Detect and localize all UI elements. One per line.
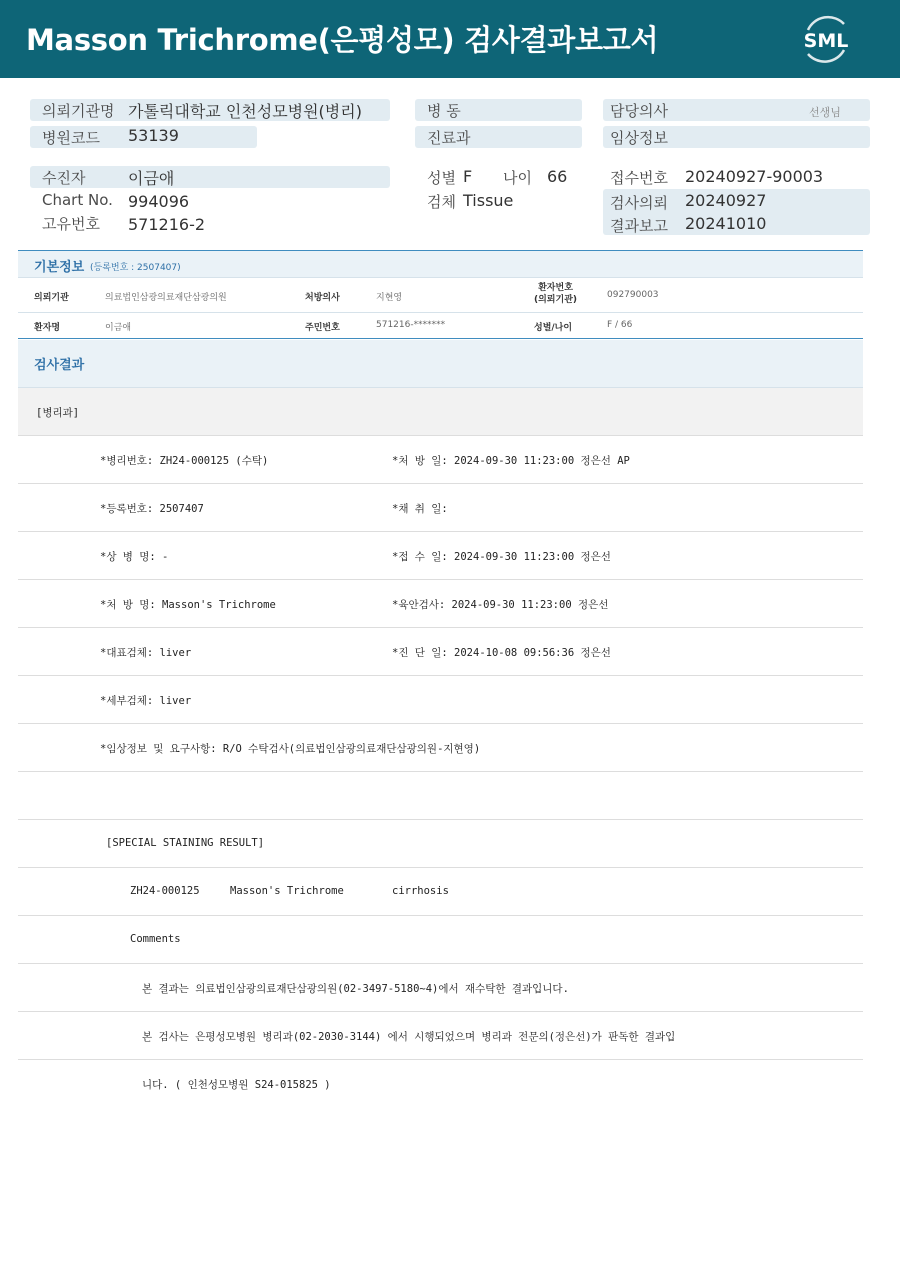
specimen-value: Tissue: [463, 191, 514, 210]
result-left: *세부검체: liver: [100, 695, 192, 707]
result-line: [18, 436, 863, 484]
comments-label-line: [18, 916, 863, 964]
result-left: *처 방 명: Masson's Trichrome: [100, 599, 276, 611]
report-label: 결과보고: [610, 217, 668, 235]
basic-key: [534, 282, 577, 306]
chart-value: 994096: [128, 192, 190, 211]
result-line: [18, 628, 863, 676]
receipt-label: 접수번호: [610, 169, 668, 187]
comment-text: 본 검사는 은평성모병원 병리과(02-2030-3144) 에서 시행되었으며 병리과 전문의(정은선)가 판독한 결과입: [142, 1031, 676, 1043]
special-result-line: [18, 868, 863, 916]
requester-label: 의뢰기관명: [42, 102, 115, 120]
basic-value: 의료법인삼광의료재단삼광의원: [105, 293, 227, 303]
receipt-value: 20240927-90003: [685, 167, 824, 186]
result-right: *육안검사: 2024-09-30 11:23:00 정은선: [392, 599, 609, 611]
department-label: 진료과: [427, 129, 471, 147]
result-left: *등록번호: 2507407: [100, 503, 204, 515]
department-row: [18, 388, 863, 436]
basic-value: 이금애: [105, 323, 132, 333]
result-right: *채 취 일:: [392, 503, 448, 515]
comment-text: 니다. ( 인천성모병원 S24-015825 ): [142, 1079, 331, 1091]
age-value: 66: [547, 167, 568, 186]
basic-info-row: [18, 278, 863, 313]
report-value: 20241010: [685, 214, 767, 233]
comment-line: [18, 1012, 863, 1060]
basic-key-line: 환자번호: [538, 283, 573, 293]
basic-key: 성별/나이: [534, 323, 573, 333]
results-title: 검사결과: [34, 358, 85, 373]
basic-info-header: [18, 250, 863, 278]
result-right: *진 단 일: 2024-10-08 09:56:36 정은선: [392, 647, 611, 659]
basic-value: 571216-*******: [376, 320, 446, 330]
ward-label: 병 동: [427, 102, 461, 120]
sex-value: F: [463, 167, 473, 186]
special-result: cirrhosis: [392, 885, 449, 897]
sml-logo-icon: [796, 10, 856, 68]
unique-value: 571216-2: [128, 215, 206, 234]
basic-info-title: 기본정보: [34, 260, 85, 275]
result-left: *병리번호: ZH24-000125 (수탁): [100, 455, 269, 467]
basic-value: F / 66: [607, 320, 633, 330]
clinical-label: 임상정보: [610, 129, 668, 147]
special-header-line: [18, 820, 863, 868]
basic-info-table: [18, 250, 863, 339]
requester-value: 가톨릭대학교 인천성모병원(병리): [128, 102, 362, 121]
sex-label: 성별: [427, 169, 456, 187]
result-right: *접 수 일: 2024-09-30 11:23:00 정은선: [392, 551, 611, 563]
basic-info-subtitle: (등록번호 : 2507407): [90, 263, 181, 273]
comments-label: Comments: [130, 933, 181, 945]
chart-label: Chart No.: [42, 191, 113, 209]
result-left: *대표검체: liver: [100, 647, 192, 659]
basic-value: 092790003: [607, 290, 659, 300]
department-name: [병리과]: [36, 407, 80, 419]
comment-text: 본 결과는 의료법인삼광의료재단삼광의원(02-3497-5180~4)에서 재수탁한 결과입니다.: [142, 983, 569, 995]
basic-key: 환자명: [34, 323, 61, 333]
comment-line: [18, 1060, 863, 1108]
unique-label: 고유번호: [42, 215, 100, 233]
basic-info-row: [18, 313, 863, 339]
doctor-suffix: 선생님: [809, 106, 841, 119]
result-line: [18, 580, 863, 628]
age-label: 나이: [503, 169, 532, 187]
hospital-code-value: 53139: [128, 126, 179, 145]
result-left: *상 병 명: -: [100, 551, 169, 563]
result-line: [18, 484, 863, 532]
result-line: [18, 724, 863, 772]
report-title: Masson Trichrome(은평성모) 검사결과보고서: [26, 23, 659, 57]
basic-key: 처방의사: [305, 293, 340, 303]
hospital-code-label: 병원코드: [42, 129, 100, 147]
specimen-label: 검체: [427, 193, 456, 211]
special-id: ZH24-000125: [130, 885, 200, 897]
special-header: [SPECIAL STAINING RESULT]: [106, 837, 265, 849]
comment-line: [18, 964, 863, 1012]
result-right: *처 방 일: 2024-09-30 11:23:00 정은선 AP: [392, 455, 630, 467]
basic-key: 주민번호: [305, 323, 340, 333]
doctor-label: 담당의사: [610, 102, 668, 120]
blank-line: [18, 772, 863, 820]
basic-value: 지현영: [376, 293, 403, 303]
report-header: [0, 0, 900, 78]
results-section: [18, 340, 863, 1108]
basic-key-line: (의뢰기관): [534, 295, 578, 305]
result-line: [18, 532, 863, 580]
request-label: 검사의뢰: [610, 194, 668, 212]
basic-key: 의뢰기관: [34, 293, 69, 303]
request-value: 20240927: [685, 191, 767, 210]
result-left: *임상정보 및 요구사항: R/O 수탁검사(의료법인삼광의료재단삼광의원-지현영): [100, 743, 481, 755]
result-line: [18, 676, 863, 724]
logo-text: SML: [803, 30, 849, 52]
special-stain: Masson's Trichrome: [230, 885, 344, 897]
patient-label: 수진자: [42, 169, 86, 187]
patient-value: 이금애: [128, 169, 175, 188]
results-header: [18, 340, 863, 388]
